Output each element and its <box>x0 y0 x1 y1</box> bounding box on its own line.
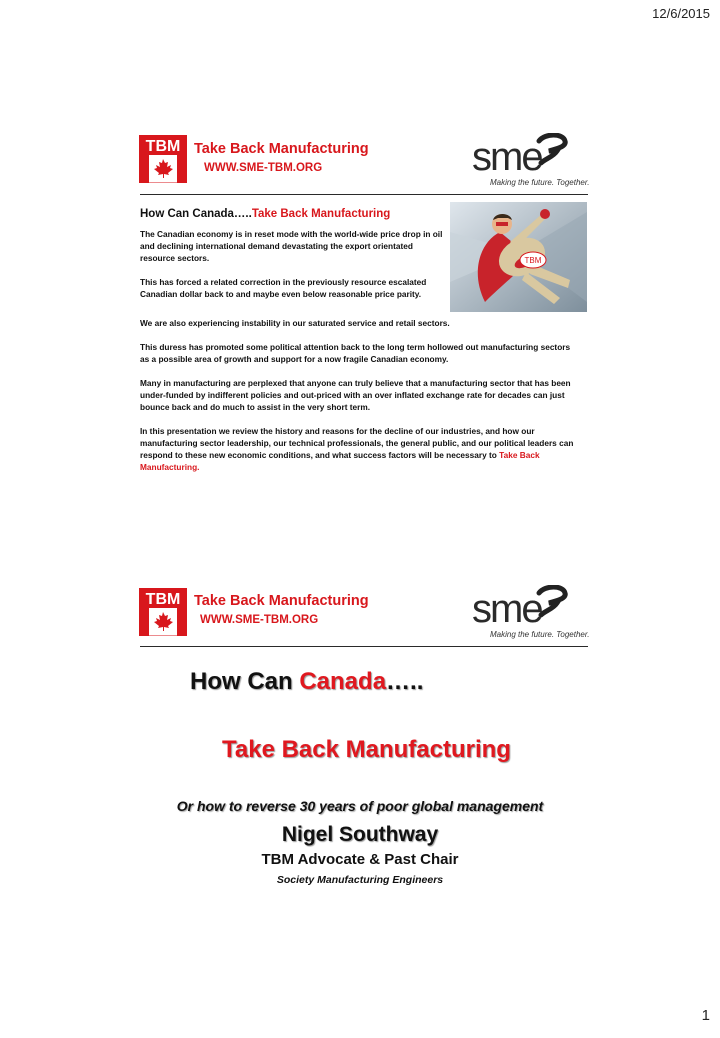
sme-tagline: Making the future. Together. <box>490 178 590 187</box>
paragraph-6-red: Take Back Manufacturing. <box>140 450 540 472</box>
presenter-role: TBM Advocate & Past Chair <box>261 851 459 868</box>
presenter-name: Nigel Southway <box>281 823 439 846</box>
slide-1-body-bottom <box>140 317 580 473</box>
slide-1-heading <box>140 208 390 220</box>
title-tail: ….. <box>386 668 424 695</box>
slide-1-body-top <box>140 228 444 300</box>
tbm-url: WWW.SME-TBM.ORG <box>200 614 319 626</box>
heading-red: Take Back Manufacturing <box>251 208 391 220</box>
heading-black: How Can Canada….. <box>140 208 252 220</box>
slide-2-subtitle: Or how to reverse 30 years of poor global management <box>176 798 544 814</box>
sme-swoosh-icon <box>535 585 569 619</box>
paragraph-4: This duress has promoted some political attention back to the long term hollowed out manufacturing sectors as a possible area of growth and support for a now fragile Canadian economy. <box>140 342 571 364</box>
paragraph-2: This has forced a related correction in the previously resource escalated Canadian dollar back to and maybe even below reasonable price parity. <box>140 277 427 299</box>
tbm-title: Take Back Manufacturing <box>194 141 369 157</box>
header-rule <box>140 646 588 647</box>
sme-swoosh-icon <box>535 133 569 167</box>
presenter-org: Society Manufacturing Engineers <box>276 874 444 886</box>
slide-2-title-line2: Take Back Manufacturing <box>222 736 511 763</box>
header-rule <box>140 194 588 195</box>
tbm-canada-flag-logo <box>139 135 187 183</box>
page-number: 1 <box>701 1007 710 1024</box>
sme-tagline: Making the future. Together. <box>490 630 590 639</box>
tbm-logo-text: TBM <box>145 591 181 608</box>
page-date: 12/6/2015 <box>652 6 710 21</box>
tbm-title: Take Back Manufacturing <box>194 593 369 609</box>
paragraph-5: Many in manufacturing are perplexed that anyone can truly believe that a manufacturing sector that has been under-funded by indifferent policies and out-priced with an over inflated exchange rate for decades can just bounce back and do much to assist in the very short term. <box>140 378 571 412</box>
sme-logo: sme <box>472 135 542 179</box>
tbm-logo-text: TBM <box>145 138 181 155</box>
sme-logo: sme <box>472 587 542 631</box>
title-black: How Can <box>190 668 300 695</box>
superhero-illustration <box>450 202 587 312</box>
paragraph-1: The Canadian economy is in reset mode with the world-wide price drop in oil and declining international demand devastating the export orientated resource sectors. <box>140 229 443 263</box>
hero-badge-text: TBM <box>524 256 542 265</box>
tbm-canada-flag-logo <box>139 588 187 636</box>
slide-2 <box>0 520 720 1038</box>
paragraph-6 <box>140 425 580 473</box>
paragraph-6-text: In this presentation we review the history and reasons for the decline of our industries, and how our manufacturing sector leadership, our technical professionals, the general public, and our political leaders can respond to these new economic conditions, and what success factors will be necessary to <box>140 426 574 460</box>
paragraph-3: We are also experiencing instability in our saturated service and retail sectors. <box>140 318 450 328</box>
title-red: Canada <box>299 668 387 695</box>
tbm-url: WWW.SME-TBM.ORG <box>204 162 323 174</box>
slide-2-title <box>190 668 423 696</box>
